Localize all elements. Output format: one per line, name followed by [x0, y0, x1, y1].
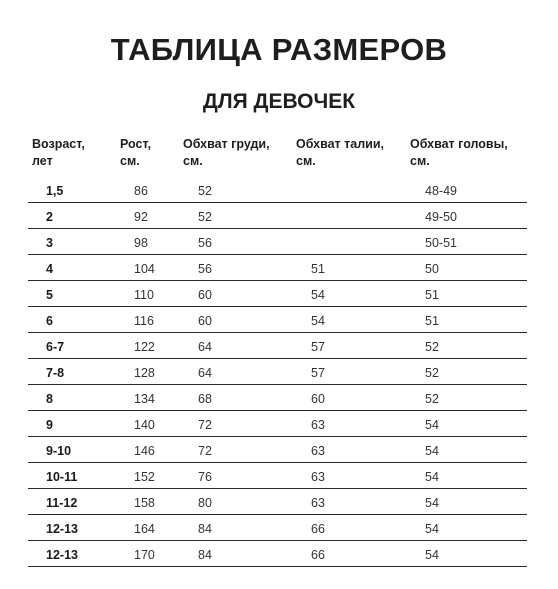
header-height: [120, 136, 151, 170]
table-row: [28, 255, 527, 281]
cell-waist: 57: [311, 340, 325, 354]
cell-chest: 56: [198, 236, 212, 250]
cell-chest: 84: [198, 548, 212, 562]
cell-head: 48-49: [425, 184, 457, 198]
cell-height: 164: [134, 522, 155, 536]
cell-head: 54: [425, 496, 439, 510]
cell-age: 3: [46, 236, 53, 250]
cell-age: 10-11: [46, 470, 78, 484]
cell-age: 9: [46, 418, 53, 432]
cell-height: 170: [134, 548, 155, 562]
cell-chest: 60: [198, 288, 212, 302]
cell-waist: 63: [311, 470, 325, 484]
header-height-line2: см.: [120, 154, 140, 168]
cell-head: 54: [425, 548, 439, 562]
cell-chest: 84: [198, 522, 212, 536]
cell-head: 51: [425, 288, 439, 302]
cell-age: 6-7: [46, 340, 65, 354]
header-head-line1: Обхват головы,: [410, 137, 508, 151]
cell-waist: 66: [311, 548, 325, 562]
cell-age: 5: [46, 288, 53, 302]
cell-chest: 72: [198, 444, 212, 458]
cell-head: 54: [425, 470, 439, 484]
cell-head: 50: [425, 262, 439, 276]
cell-chest: 64: [198, 340, 212, 354]
cell-chest: 52: [198, 210, 212, 224]
cell-chest: 76: [198, 470, 212, 484]
cell-age: 6: [46, 314, 53, 328]
cell-head: 52: [425, 366, 439, 380]
cell-waist: 57: [311, 366, 325, 380]
cell-age: 1,5: [46, 184, 64, 198]
table-row: [28, 203, 527, 229]
cell-head: 54: [425, 522, 439, 536]
cell-age: 2: [46, 210, 53, 224]
size-table-body: [0, 175, 558, 567]
header-waist-line1: Обхват талии,: [296, 137, 385, 151]
header-waist-line2: см.: [296, 154, 316, 168]
cell-age: 8: [46, 392, 53, 406]
cell-height: 134: [134, 392, 155, 406]
cell-waist: 51: [311, 262, 325, 276]
cell-height: 128: [134, 366, 155, 380]
cell-height: 86: [134, 184, 148, 198]
header-chest: [183, 136, 270, 170]
cell-head: 52: [425, 340, 439, 354]
cell-height: 98: [134, 236, 148, 250]
cell-chest: 68: [198, 392, 212, 406]
header-height-line1: Рост,: [120, 137, 152, 151]
cell-height: 152: [134, 470, 155, 484]
cell-age: 9-10: [46, 444, 72, 458]
cell-chest: 64: [198, 366, 212, 380]
header-age-line1: Возраст,: [32, 137, 85, 151]
table-row: [28, 411, 527, 437]
cell-chest: 72: [198, 418, 212, 432]
table-row: [28, 489, 527, 515]
cell-head: 54: [425, 418, 439, 432]
cell-age: 12-13: [46, 548, 78, 562]
cell-waist: 63: [311, 444, 325, 458]
table-row: [28, 177, 527, 203]
header-age-line2: лет: [32, 154, 53, 168]
header-age: [32, 136, 85, 170]
header-waist: [296, 136, 384, 170]
page-subtitle: ДЛЯ ДЕВОЧЕК: [202, 90, 356, 113]
cell-height: 116: [134, 314, 154, 328]
table-row: [28, 437, 527, 463]
table-row: [28, 359, 527, 385]
cell-height: 158: [134, 496, 155, 510]
cell-height: 110: [134, 288, 154, 302]
cell-waist: 60: [311, 392, 325, 406]
cell-height: 122: [134, 340, 155, 354]
header-head-line2: см.: [410, 154, 430, 168]
table-row: [28, 541, 527, 567]
cell-age: 4: [46, 262, 53, 276]
header-chest-line1: Обхват груди,: [183, 137, 270, 151]
header-chest-line2: см.: [183, 154, 203, 168]
cell-waist: 63: [311, 418, 325, 432]
cell-head: 54: [425, 444, 439, 458]
table-row: [28, 281, 527, 307]
table-row: [28, 463, 527, 489]
table-row: [28, 333, 527, 359]
cell-waist: 63: [311, 496, 325, 510]
header-head: [410, 136, 508, 170]
table-row: [28, 385, 527, 411]
cell-head: 50-51: [425, 236, 457, 250]
cell-head: 51: [425, 314, 439, 328]
cell-height: 140: [134, 418, 155, 432]
cell-chest: 60: [198, 314, 212, 328]
table-row: [28, 229, 527, 255]
table-row: [28, 307, 527, 333]
cell-height: 104: [134, 262, 155, 276]
cell-head: 49-50: [425, 210, 457, 224]
cell-chest: 52: [198, 184, 212, 198]
table-row: [28, 515, 527, 541]
cell-chest: 80: [198, 496, 212, 510]
cell-height: 146: [134, 444, 155, 458]
cell-waist: 54: [311, 288, 325, 302]
cell-head: 52: [425, 392, 439, 406]
cell-age: 7-8: [46, 366, 65, 380]
cell-height: 92: [134, 210, 148, 224]
cell-age: 11-12: [46, 496, 78, 510]
cell-chest: 56: [198, 262, 212, 276]
cell-age: 12-13: [46, 522, 78, 536]
page-title: ТАБЛИЦА РАЗМЕРОВ: [110, 32, 448, 67]
cell-waist: 54: [311, 314, 325, 328]
cell-waist: 66: [311, 522, 325, 536]
table-header: [0, 136, 558, 176]
